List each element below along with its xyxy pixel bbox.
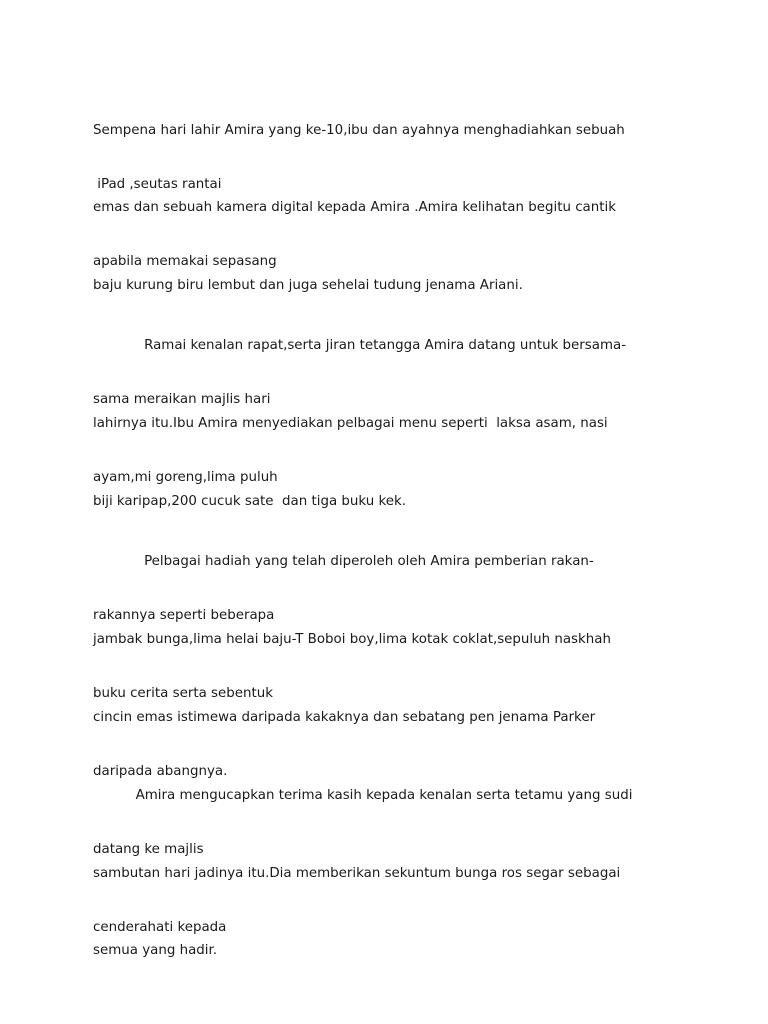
paragraph-line: buku cerita serta sebentuk: [93, 686, 273, 701]
paragraph-line: cincin emas istimewa daripada kakaknya dan sebatang pen jenama Parker: [93, 710, 596, 725]
paragraph-line: datang ke majlis: [93, 842, 204, 857]
paragraph-line: biji karipap,200 cucuk sate dan tiga buku kek.: [93, 494, 407, 509]
paragraph-line: Sempena hari lahir Amira yang ke-10,ibu dan ayahnya menghadiahkan sebuah: [93, 123, 625, 138]
paragraph-line: emas dan sebuah kamera digital kepada Amira .Amira kelihatan begitu cantik: [93, 200, 616, 215]
paragraph-line: sama meraikan majlis hari: [93, 392, 271, 407]
paragraph-line: ayam,mi goreng,lima puluh: [93, 470, 278, 485]
paragraph-line: iPad ,seutas rantai: [93, 177, 222, 192]
paragraph-line: baju kurung biru lembut dan juga sehelai tudung jenama Ariani.: [93, 278, 523, 293]
paragraph-line: rakannya seperti beberapa: [93, 608, 275, 623]
paragraph-line: semua yang hadir.: [93, 943, 218, 958]
paragraph-line: Amira mengucapkan terima kasih kepada kenalan serta tetamu yang sudi: [93, 788, 633, 803]
paragraph-line: daripada abangnya.: [93, 764, 228, 779]
paragraph-line: cenderahati kepada: [93, 920, 227, 935]
paragraph-12: [93, 906, 683, 996]
paragraph-line: jambak bunga,lima helai baju-T Boboi boy,lima kotak coklat,sepuluh naskhah: [93, 632, 611, 647]
paragraph-line: apabila memakai sepasang: [93, 254, 277, 269]
paragraph-line: sambutan hari jadinya itu.Dia memberikan sekuntum bunga ros segar sebagai: [93, 866, 621, 881]
paragraph-line: Pelbagai hadiah yang telah diperoleh oleh Amira pemberian rakan-: [93, 554, 594, 569]
paragraph-line: lahirnya itu.Ibu Amira menyediakan pelbagai menu seperti laksa asam, nasi: [93, 416, 608, 431]
paragraph-line: Ramai kenalan rapat,serta jiran tetangga Amira datang untuk bersama-: [93, 338, 627, 353]
